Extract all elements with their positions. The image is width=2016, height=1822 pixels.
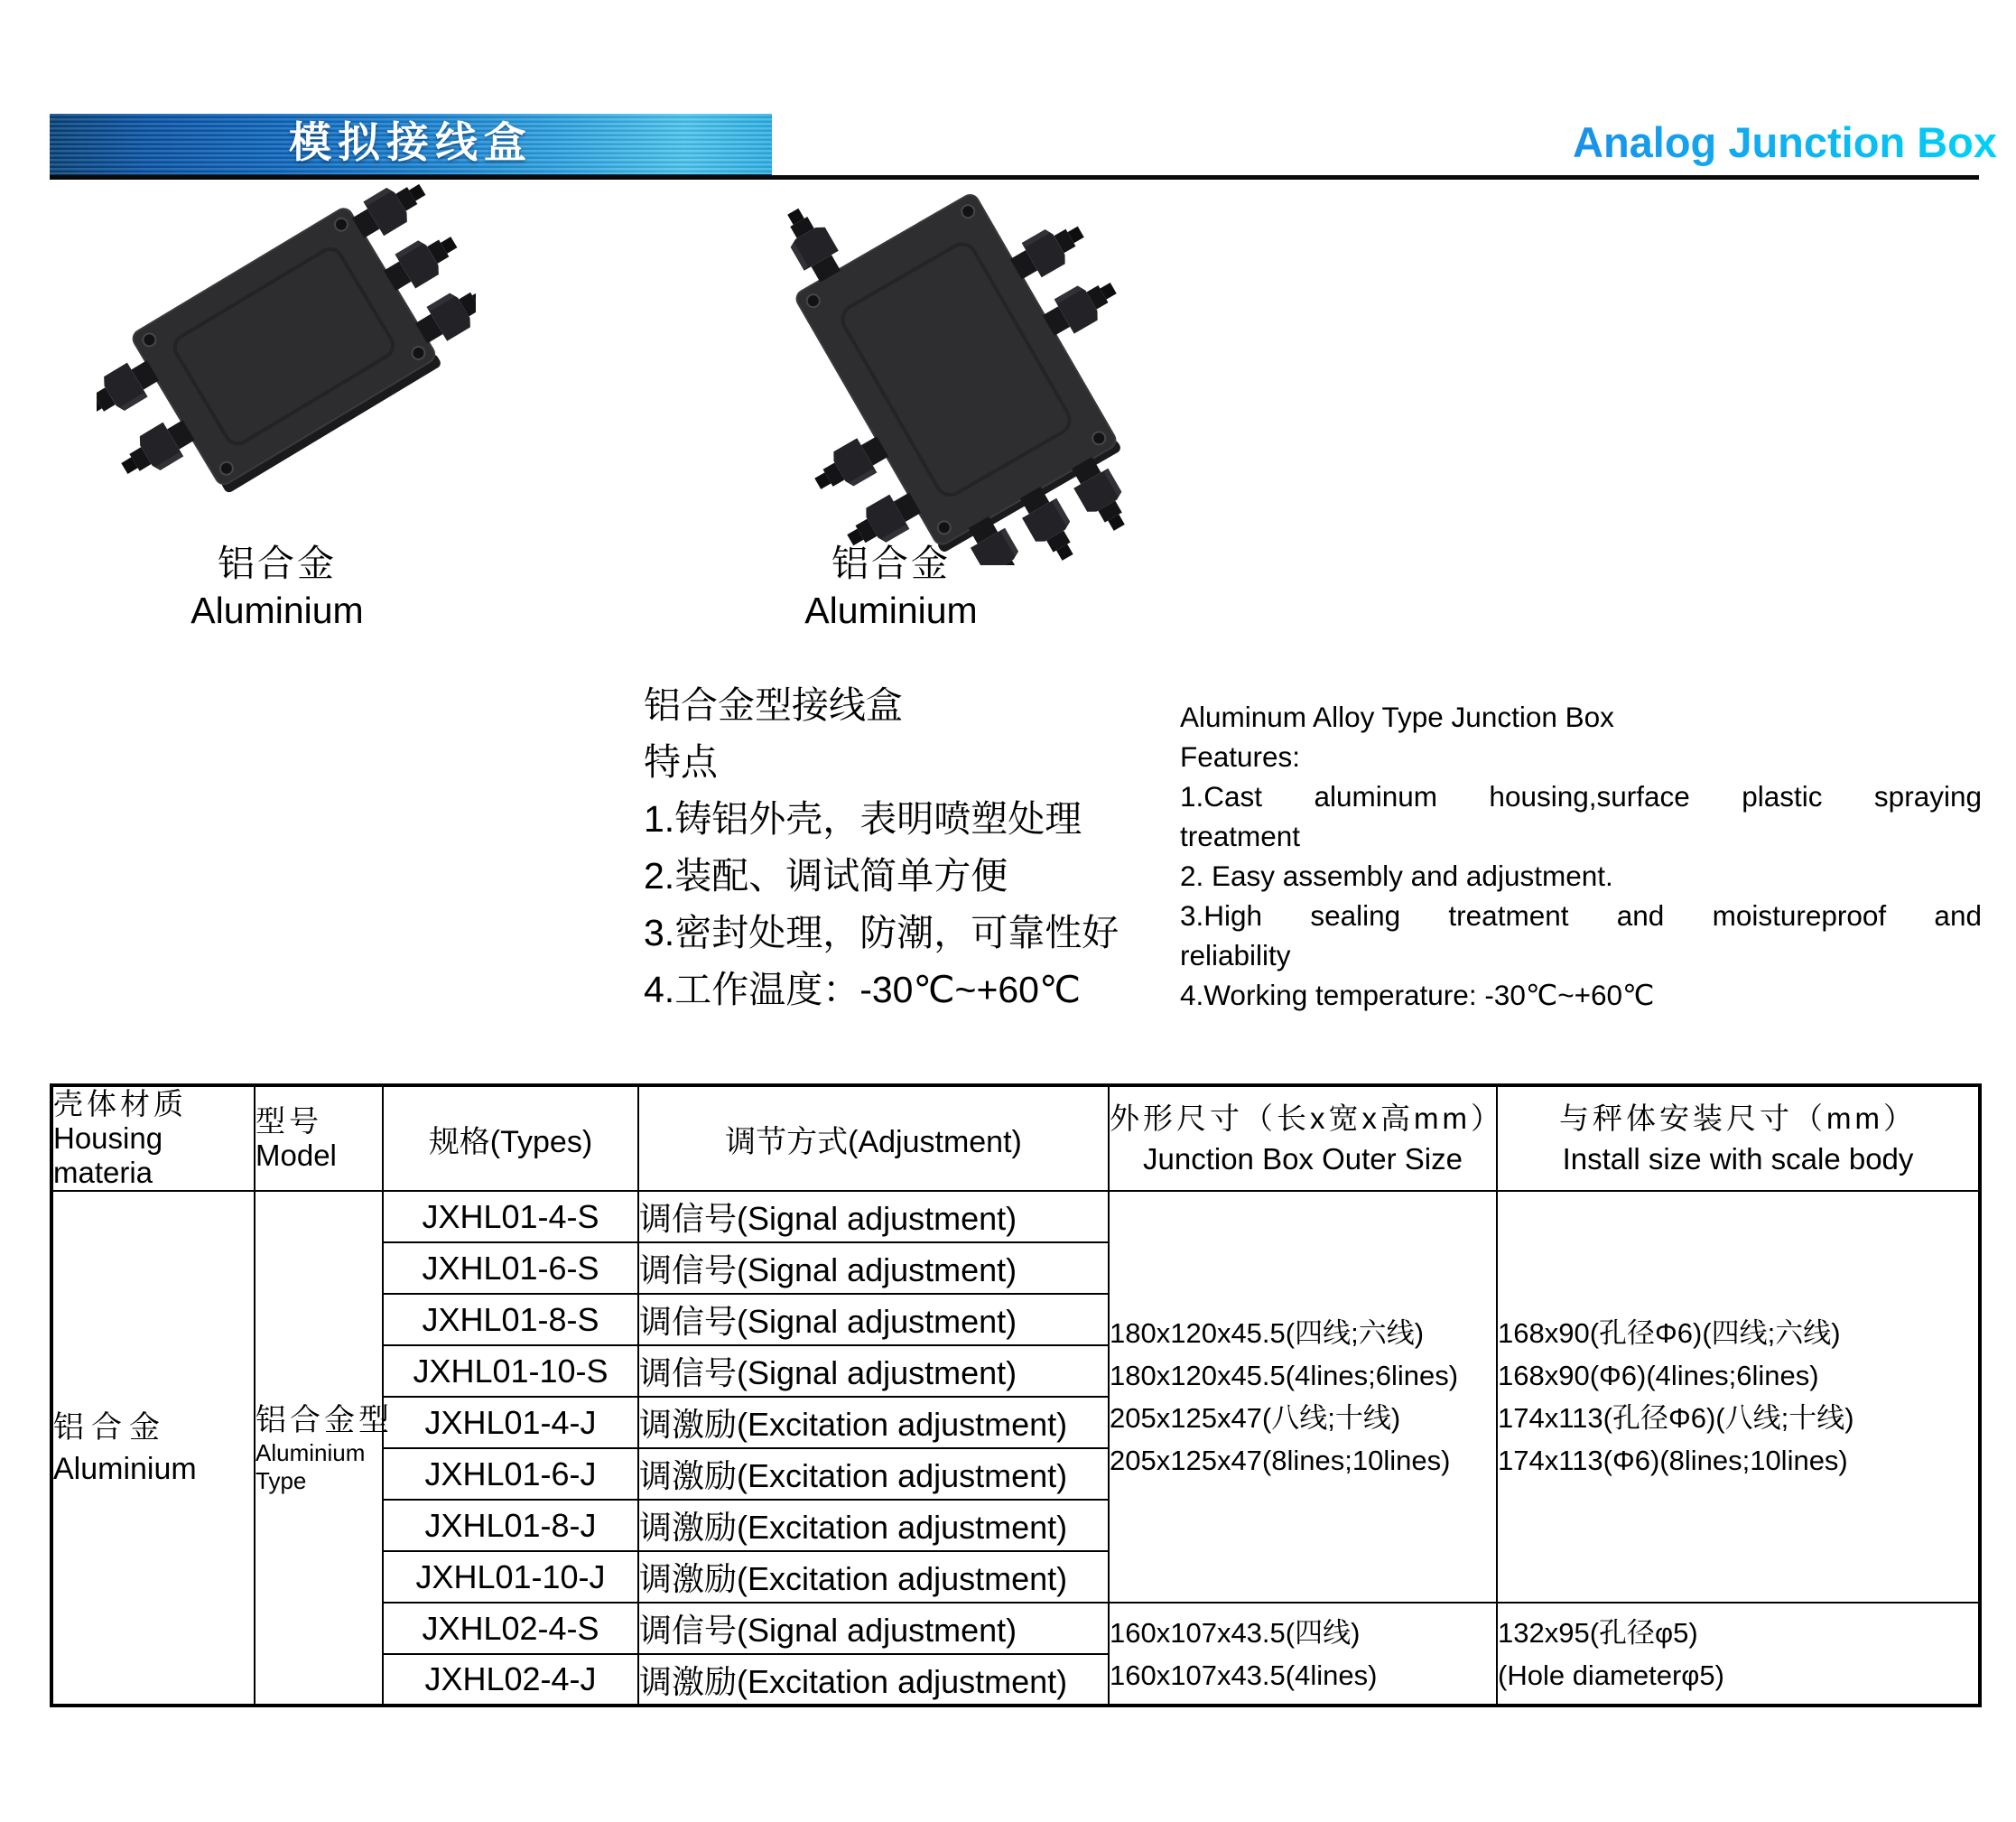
features-en-line: 3.High sealing treatment and moistureproof and: [1180, 899, 1982, 932]
col-header-adjustment: 调节方式(Adjustment): [638, 1085, 1109, 1191]
adjustment-cell: 调信号(Signal adjustment): [638, 1191, 1109, 1242]
features-zh-item: 1.铸铝外壳，表明喷塑处理: [644, 798, 1082, 840]
features-en-line: 4.Working temperature: -30℃~+60℃: [1180, 979, 1655, 1011]
adjustment-cell: 调激励(Excitation adjustment): [638, 1551, 1109, 1603]
type-cell: JXHL02-4-J: [383, 1654, 638, 1706]
adjustment-cell: 调信号(Signal adjustment): [638, 1242, 1109, 1294]
type-cell: JXHL01-10-S: [383, 1345, 638, 1397]
adjustment-cell: 调信号(Signal adjustment): [638, 1294, 1109, 1345]
caption-en: Aluminium: [804, 590, 978, 631]
type-cell: JXHL01-8-J: [383, 1500, 638, 1551]
caption-zh: 铝合金: [218, 543, 337, 584]
outer-size-cell-jxhl02: 160x107x43.5(四线) 160x107x43.5(4lines): [1109, 1603, 1497, 1706]
type-cell: JXHL01-10-J: [383, 1551, 638, 1603]
features-en-subtitle: Features:: [1180, 740, 1301, 773]
caption-en: Aluminium: [190, 590, 364, 631]
features-en-line: 1.Cast aluminum housing,surface plastic spraying: [1180, 780, 1982, 813]
type-cell: JXHL01-8-S: [383, 1294, 638, 1345]
adjustment-cell: 调激励(Excitation adjustment): [638, 1397, 1109, 1448]
type-cell: JXHL01-4-J: [383, 1397, 638, 1448]
features-zh-item: 4.工作温度：-30℃~+60℃: [644, 969, 1082, 1010]
banner-title-zh: 模拟接线盒: [289, 118, 533, 166]
col-header-housing: 壳体材质 Housing materia: [51, 1085, 255, 1191]
features-zh-subtitle: 特点: [644, 741, 718, 783]
caption-zh: 铝合金: [831, 543, 951, 584]
features-en-line: 2. Easy assembly and adjustment.: [1180, 860, 1613, 892]
features-zh-title: 铝合金型接线盒: [644, 684, 903, 726]
junction-box-photo-small: [97, 183, 476, 517]
header-row: [51, 1085, 1980, 1191]
install-size-cell-jxhl02: 132x95(孔径φ5) (Hole diameterφ5): [1497, 1603, 1980, 1706]
adjustment-cell: 调激励(Excitation adjustment): [638, 1500, 1109, 1551]
model-type-cell: 铝合金型 Aluminium Type: [255, 1191, 383, 1706]
page-title-en: Analog Junction Box: [1038, 114, 1997, 172]
housing-cell: 铝合金 Aluminium: [51, 1191, 255, 1706]
install-size-cell-jxhl01: 168x90(孔径Φ6)(四线;六线) 168x90(Φ6)(4lines;6lines) 174x113(孔径Φ6)(八线;十线) 174x113(Φ6)(8lines;10lines): [1497, 1191, 1980, 1603]
type-cell: JXHL01-6-S: [383, 1242, 638, 1294]
features-en: [1180, 697, 1982, 1015]
features-zh-item: 2.装配、调试简单方便: [644, 855, 1008, 897]
type-cell: JXHL02-4-S: [383, 1603, 638, 1654]
col-header-install-size: 与秤体安装尺寸（mm） Install size with scale body: [1497, 1085, 1980, 1191]
adjustment-cell: 调信号(Signal adjustment): [638, 1603, 1109, 1654]
col-header-types: 规格(Types): [383, 1085, 638, 1191]
banner: [50, 114, 772, 177]
spec-table: [50, 1083, 1982, 1707]
product-caption-1: [128, 540, 426, 634]
features-en-line: treatment: [1180, 820, 1301, 852]
adjustment-cell: 调信号(Signal adjustment): [638, 1345, 1109, 1397]
col-header-model: 型号 Model: [255, 1085, 383, 1191]
outer-size-cell-jxhl01: 180x120x45.5(四线;六线) 180x120x45.5(4lines;6lines) 205x125x47(八线;十线) 205x125x47(8lines;10lines): [1109, 1191, 1497, 1603]
table-row: [51, 1191, 1980, 1242]
features-zh: [644, 677, 1203, 1018]
col-header-outer-size: 外形尺寸（长x宽x高mm） Junction Box Outer Size: [1109, 1085, 1497, 1191]
type-cell: JXHL01-4-S: [383, 1191, 638, 1242]
adjustment-cell: 调激励(Excitation adjustment): [638, 1448, 1109, 1500]
features-en-title: Aluminum Alloy Type Junction Box: [1180, 701, 1614, 733]
type-cell: JXHL01-6-J: [383, 1448, 638, 1500]
product-caption-2: [742, 540, 1040, 634]
adjustment-cell: 调激励(Excitation adjustment): [638, 1654, 1109, 1706]
features-zh-item: 3.密封处理，防潮，可靠性好: [644, 912, 1119, 953]
junction-box-photo-large: [763, 177, 1151, 565]
features-en-line: reliability: [1180, 939, 1291, 971]
